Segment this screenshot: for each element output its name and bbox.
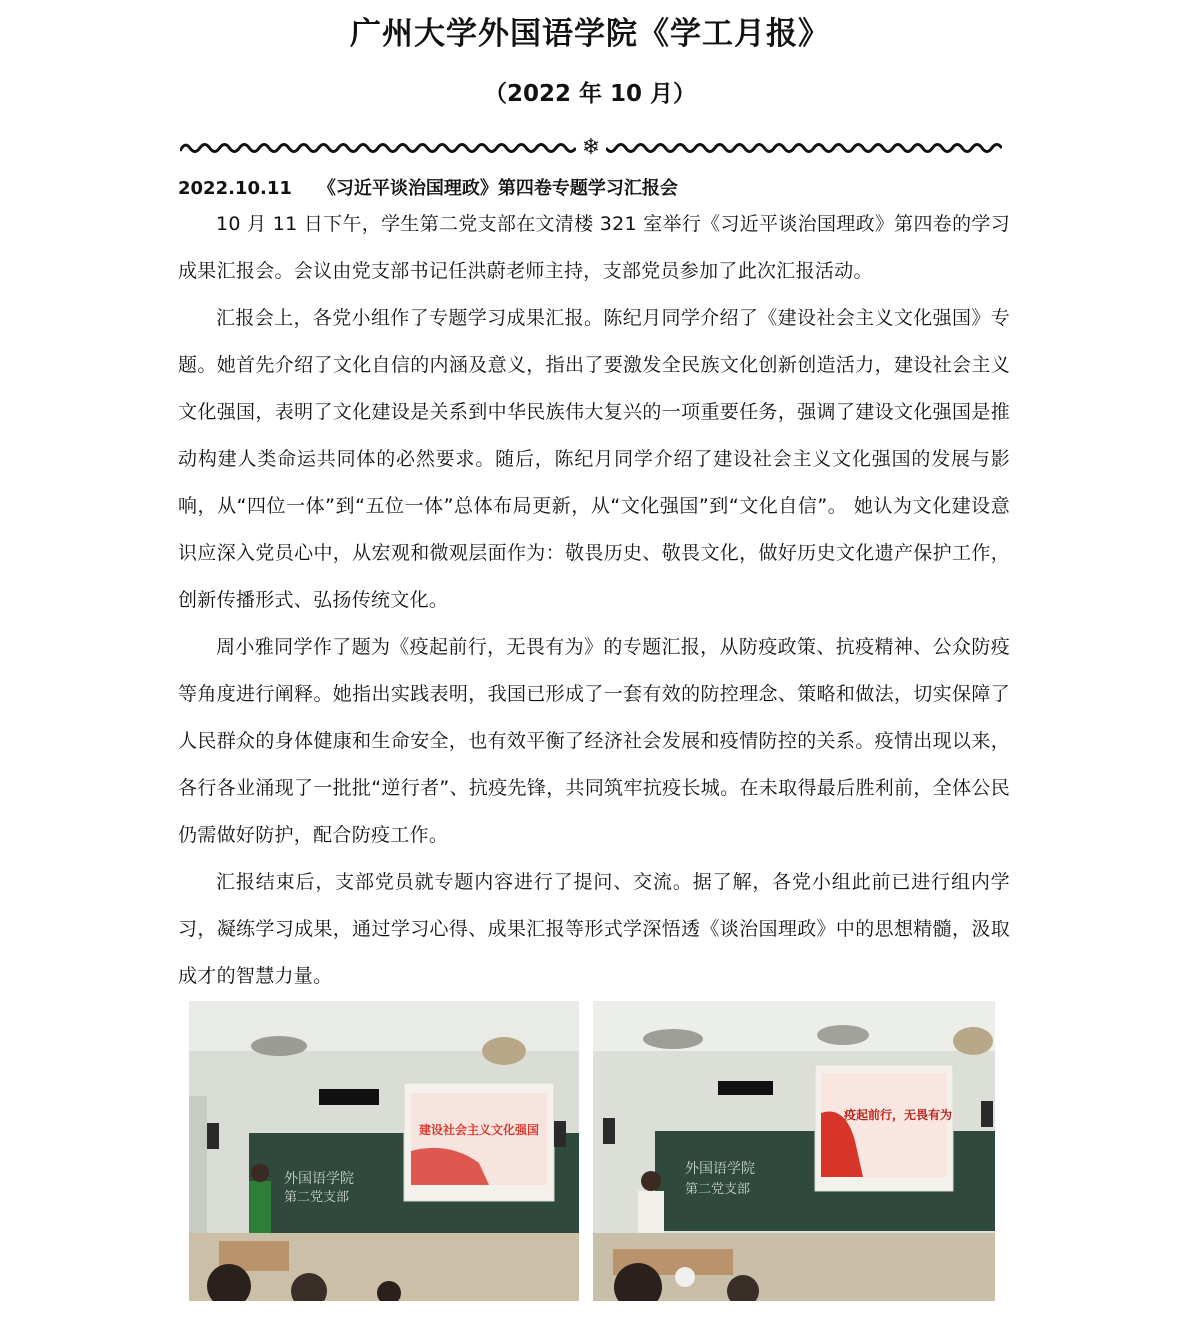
meeting-photo-2	[593, 1001, 995, 1301]
paragraph: 10 月 11 日下午，学生第二党支部在文清楼 321 室举行《习近平谈治国理政》第四卷的学习成果汇报会。会议由党支部书记任洪蔚老师主持，支部党员参加了此次汇报活动。	[178, 213, 1010, 282]
ornamental-divider	[180, 134, 1002, 162]
meeting-photo-1	[189, 1001, 579, 1301]
slide-title-1: 建设社会主义文化强国	[418, 1123, 540, 1137]
paragraph: 汇报结束后，支部党员就专题内容进行了提问、交流。据了解，各党小组此前已进行组内学习，凝练学习成果，通过学习心得、成果汇报等形式学深悟透《谈治国理政》中的思想精髓，汲取成才的智慧力量。	[178, 871, 1010, 987]
article-date: 2022.10.11	[178, 178, 292, 199]
classroom-scene	[593, 1001, 995, 1301]
snowflake-icon: ❄	[581, 135, 601, 160]
document-title: 广州大学外国语学院《学工月报》	[350, 16, 830, 52]
classroom-scene	[189, 1001, 579, 1301]
article-body	[178, 201, 1010, 1000]
paragraph: 汇报会上，各党小组作了专题学习成果汇报。陈纪月同学介绍了《建设社会主义文化强国》专题。她首先介绍了文化自信的内涵及意义，指出了要激发全民族文化创新创造活力，建设社会主义文化强国，表明了文化建设是关系到中华民族伟大复兴的一项重要任务，强调了建设文化强国是推动构建人类命运共同体的必然要求。随后，陈纪月同学介绍了建设社会主义文化强国的发展与影响，从“四位一体”到“五位一体”总体布局更新，从“文化强国”到“文化自信”。 她认为文化建设意识应深入党员心中，从宏观和微观层面作为：敬畏历史、敬畏文化，做好历史文化遗产保护工作，创新传播形式、弘扬传统文化。	[178, 307, 1010, 611]
svg-text:第二党支部: 第二党支部	[685, 1182, 751, 1197]
wave-ornament-right	[606, 141, 1002, 155]
article-heading	[178, 174, 678, 200]
svg-text:外国语学院: 外国语学院	[284, 1171, 354, 1187]
svg-text:外国语学院: 外国语学院	[685, 1161, 755, 1177]
svg-text:第二党支部: 第二党支部	[284, 1190, 350, 1205]
article-title: 《习近平谈治国理政》第四卷专题学习汇报会	[317, 178, 678, 199]
wave-ornament-left	[180, 141, 576, 155]
slide-title-2: 疫起前行，无畏有为	[843, 1108, 953, 1122]
document-subtitle: （2022 年 10 月）	[483, 81, 697, 107]
paragraph: 周小雅同学作了题为《疫起前行，无畏有为》的专题汇报，从防疫政策、抗疫精神、公众防疫等角度进行阐释。她指出实践表明，我国已形成了一套有效的防控理念、策略和做法，切实保障了人民群众的身体健康和生命安全，也有效平衡了经济社会发展和疫情防控的关系。疫情出现以来，各行各业涌现了一批批“逆行者”、抗疫先锋，共同筑牢抗疫长城。在未取得最后胜利前，全体公民仍需做好防护，配合防疫工作。	[178, 636, 1010, 846]
